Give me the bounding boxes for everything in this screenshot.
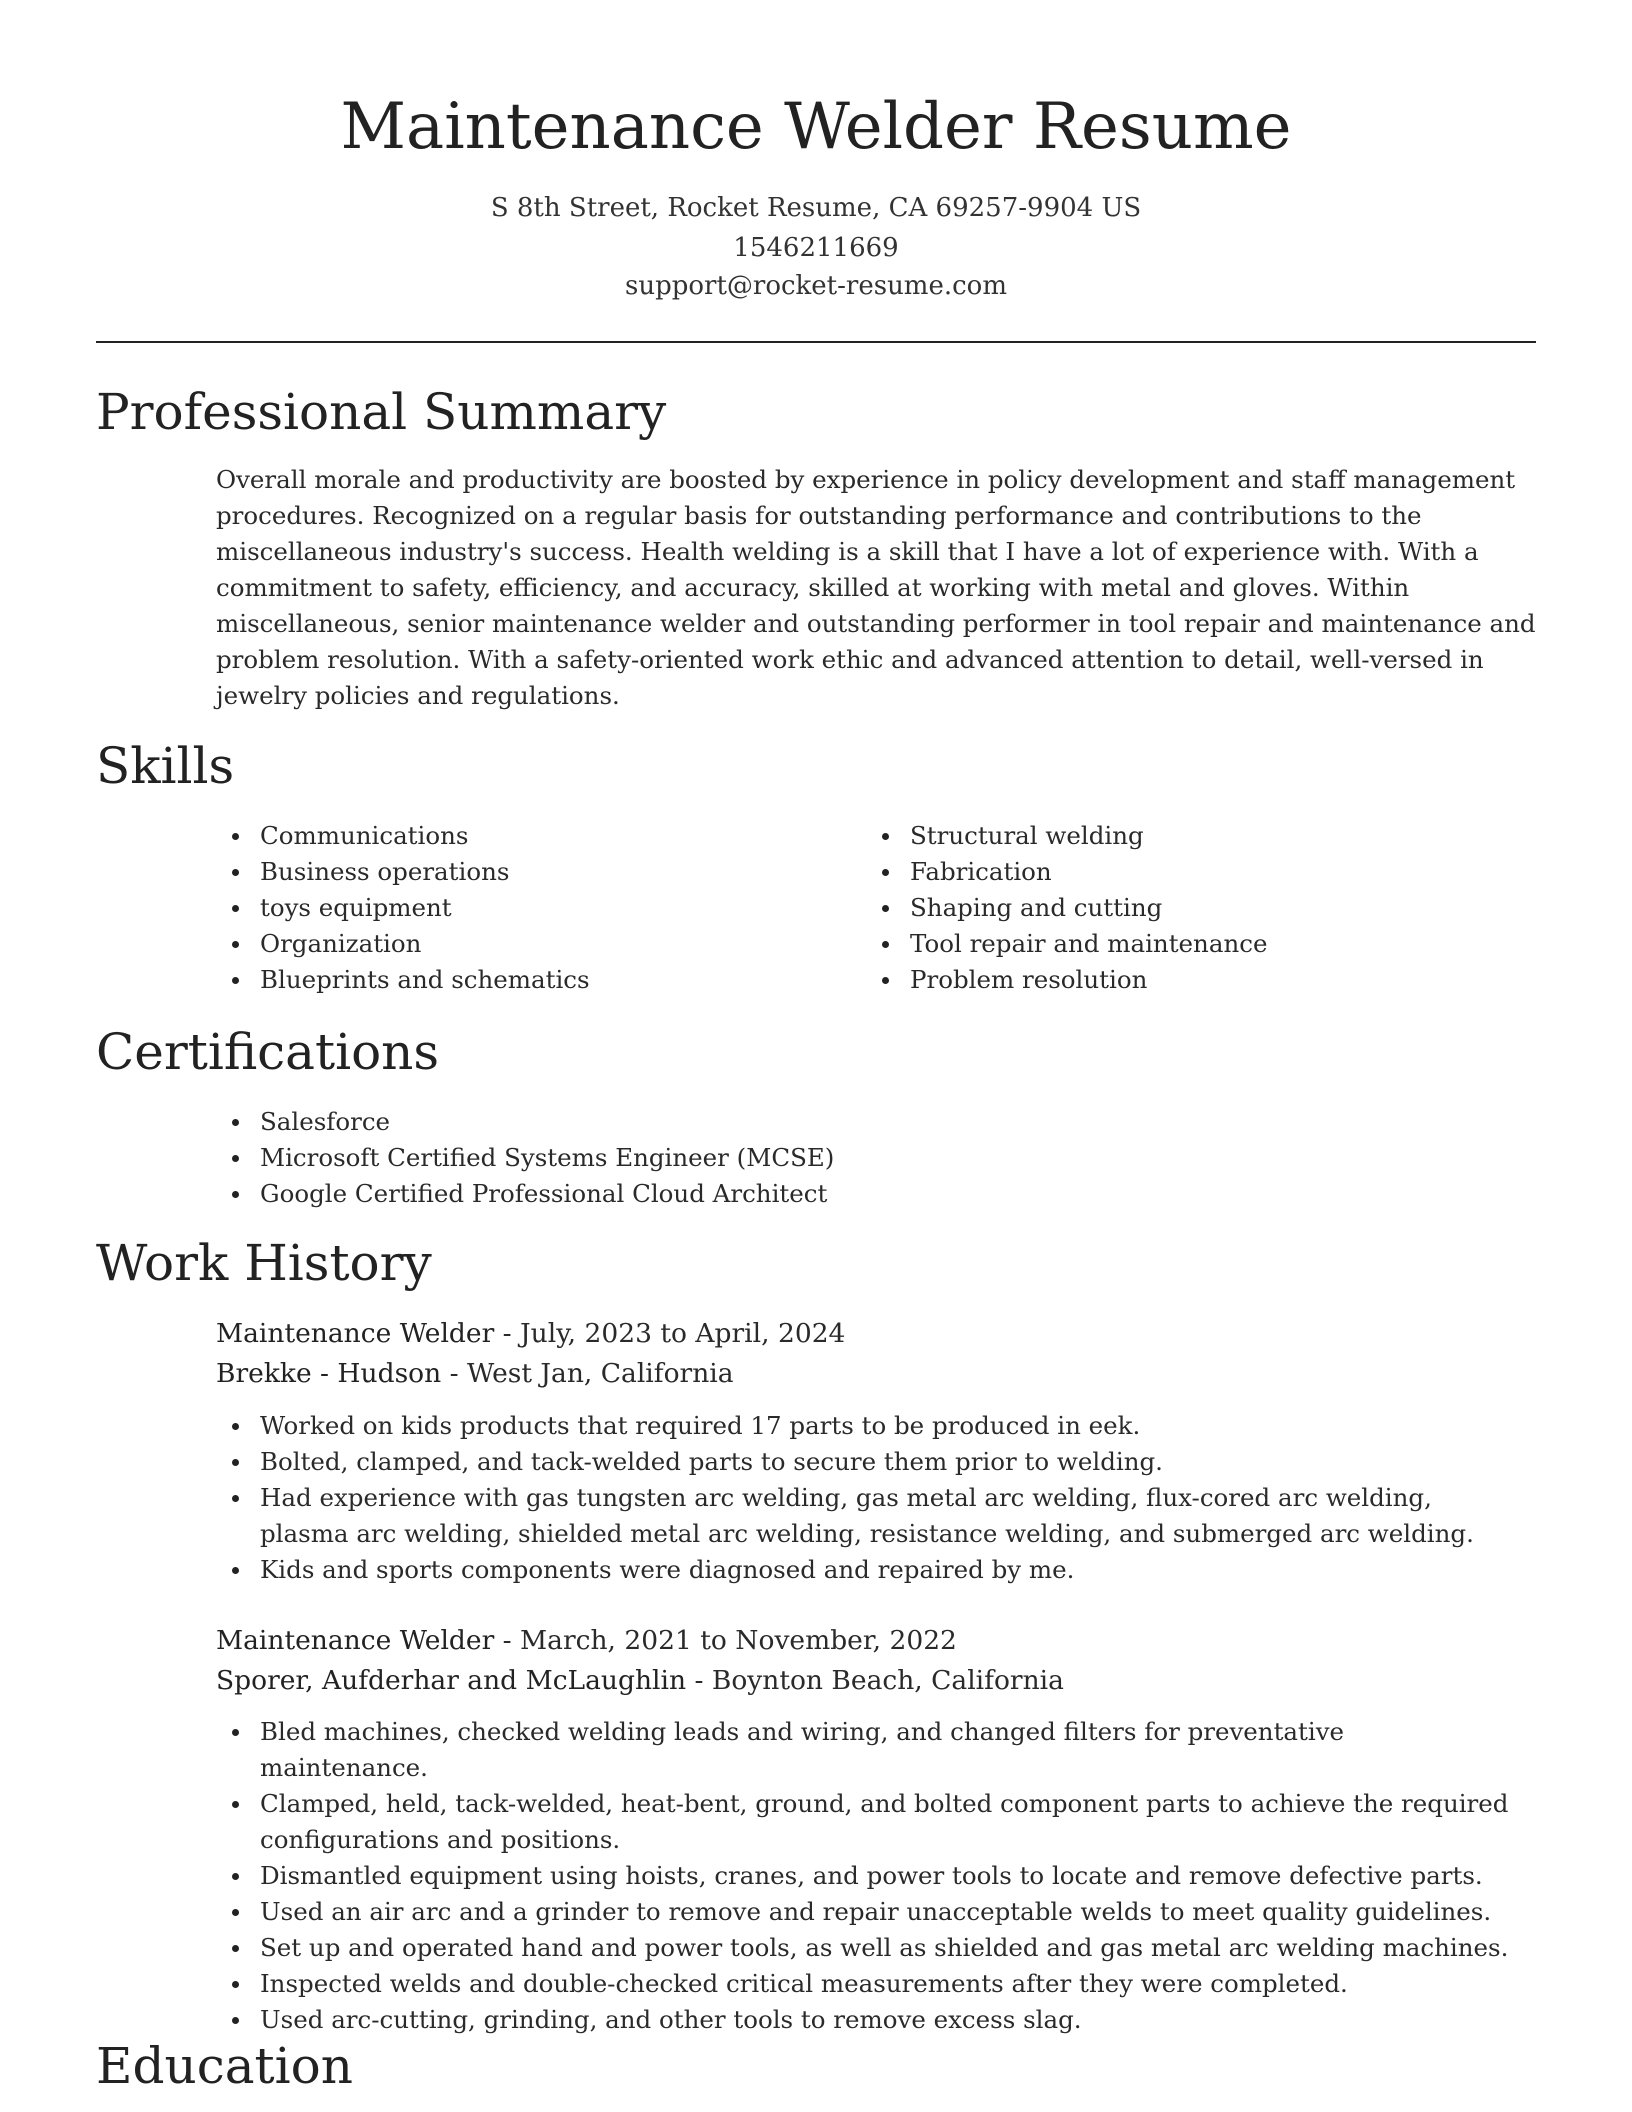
- job-bullet: Bled machines, checked welding leads and wiring, and changed filters for preventative maintenance.: [216, 1714, 1516, 1786]
- job-bullet: Inspected welds and double-checked critical measurements after they were completed.: [216, 1966, 1516, 2002]
- job-2-company: Sporer, Aufderhar and McLaughlin: [216, 1665, 687, 1696]
- work-history-heading: Work History: [96, 1234, 432, 1292]
- skill-item: Structural welding: [866, 818, 1466, 854]
- job-2-role: Maintenance Welder: [216, 1625, 495, 1656]
- skills-heading: Skills: [96, 737, 235, 795]
- job-2-company-line: [216, 1661, 1516, 1701]
- job-2-title-line: [216, 1621, 1516, 1661]
- summary-text: Overall morale and productivity are boosted by experience in policy development and staff management procedures. Recognized on a regular basis for outstanding performance and contributions to the miscellaneous industry's success. Health welding is a skill that I have a lot of experience with. With a commitment to safety, efficiency, and accuracy, skilled at working with metal and gloves. Within miscellaneous, senior maintenance welder and outstanding performer in tool repair and maintenance and problem resolution. With a safety-oriented work ethic and advanced attention to detail, well-versed in jewelry policies and regulations.: [216, 465, 1536, 710]
- job-2-bullets: [216, 1714, 1516, 2038]
- skills-list-left: [216, 818, 816, 998]
- resume-name: Maintenance Welder Resume: [340, 90, 1292, 164]
- job-bullet: Set up and operated hand and power tools, as well as shielded and gas metal arc welding machines.: [216, 1930, 1516, 1966]
- job-2-dates: - March, 2021 to November, 2022: [494, 1625, 957, 1656]
- contact-email: support@rocket-resume.com: [624, 271, 1007, 301]
- job-bullet: Bolted, clamped, and tack-welded parts to secure them prior to welding.: [216, 1444, 1516, 1480]
- job-1-bullets: [216, 1408, 1516, 1588]
- skill-item: Organization: [216, 926, 816, 962]
- job-bullet: Clamped, held, tack-welded, heat-bent, ground, and bolted component parts to achieve the required configurations and positions.: [216, 1786, 1516, 1858]
- job-1-role: Maintenance Welder: [216, 1318, 495, 1349]
- job-bullet: Used arc-cutting, grinding, and other tools to remove excess slag.: [216, 2002, 1516, 2038]
- job-bullet: Dismantled equipment using hoists, cranes, and power tools to locate and remove defective parts.: [216, 1858, 1516, 1894]
- skill-item: Business operations: [216, 854, 816, 890]
- certification-item: Microsoft Certified Systems Engineer (MCSE): [216, 1140, 1516, 1176]
- certification-item: Salesforce: [216, 1104, 1516, 1140]
- skill-item: toys equipment: [216, 890, 816, 926]
- education-heading: Education: [96, 2037, 353, 2095]
- certifications-heading: Certifications: [96, 1023, 440, 1081]
- summary-heading: Professional Summary: [96, 383, 667, 441]
- job-1-company: Brekke - Hudson: [216, 1358, 442, 1389]
- certifications-list: [216, 1104, 1516, 1212]
- skill-item: Fabrication: [866, 854, 1466, 890]
- job-bullet: Worked on kids products that required 17 parts to be produced in eek.: [216, 1408, 1516, 1444]
- job-bullet: Used an air arc and a grinder to remove and repair unacceptable welds to meet quality guidelines.: [216, 1894, 1516, 1930]
- certification-item: Google Certified Professional Cloud Architect: [216, 1176, 1516, 1212]
- contact-address: S 8th Street, Rocket Resume, CA 69257-9904 US: [490, 193, 1142, 223]
- job-1-dates: - July, 2023 to April, 2024: [494, 1318, 846, 1349]
- job-1-location: - West Jan, California: [441, 1358, 734, 1389]
- header-divider: [96, 341, 1536, 343]
- skill-item: Communications: [216, 818, 816, 854]
- job-2-location: - Boynton Beach, California: [686, 1665, 1064, 1696]
- skill-item: Shaping and cutting: [866, 890, 1466, 926]
- skill-item: Tool repair and maintenance: [866, 926, 1466, 962]
- contact-phone: 1546211669: [733, 233, 899, 263]
- skill-item: Blueprints and schematics: [216, 962, 816, 998]
- job-bullet: Kids and sports components were diagnosed and repaired by me.: [216, 1552, 1516, 1588]
- job-bullet: Had experience with gas tungsten arc welding, gas metal arc welding, flux-cored arc welding, plasma arc welding, shielded metal arc welding, resistance welding, and submerged arc welding.: [216, 1480, 1516, 1552]
- skill-item: Problem resolution: [866, 962, 1466, 998]
- job-1-title-line: [216, 1314, 1516, 1354]
- skills-list-right: [866, 818, 1466, 998]
- job-1-company-line: [216, 1354, 1516, 1394]
